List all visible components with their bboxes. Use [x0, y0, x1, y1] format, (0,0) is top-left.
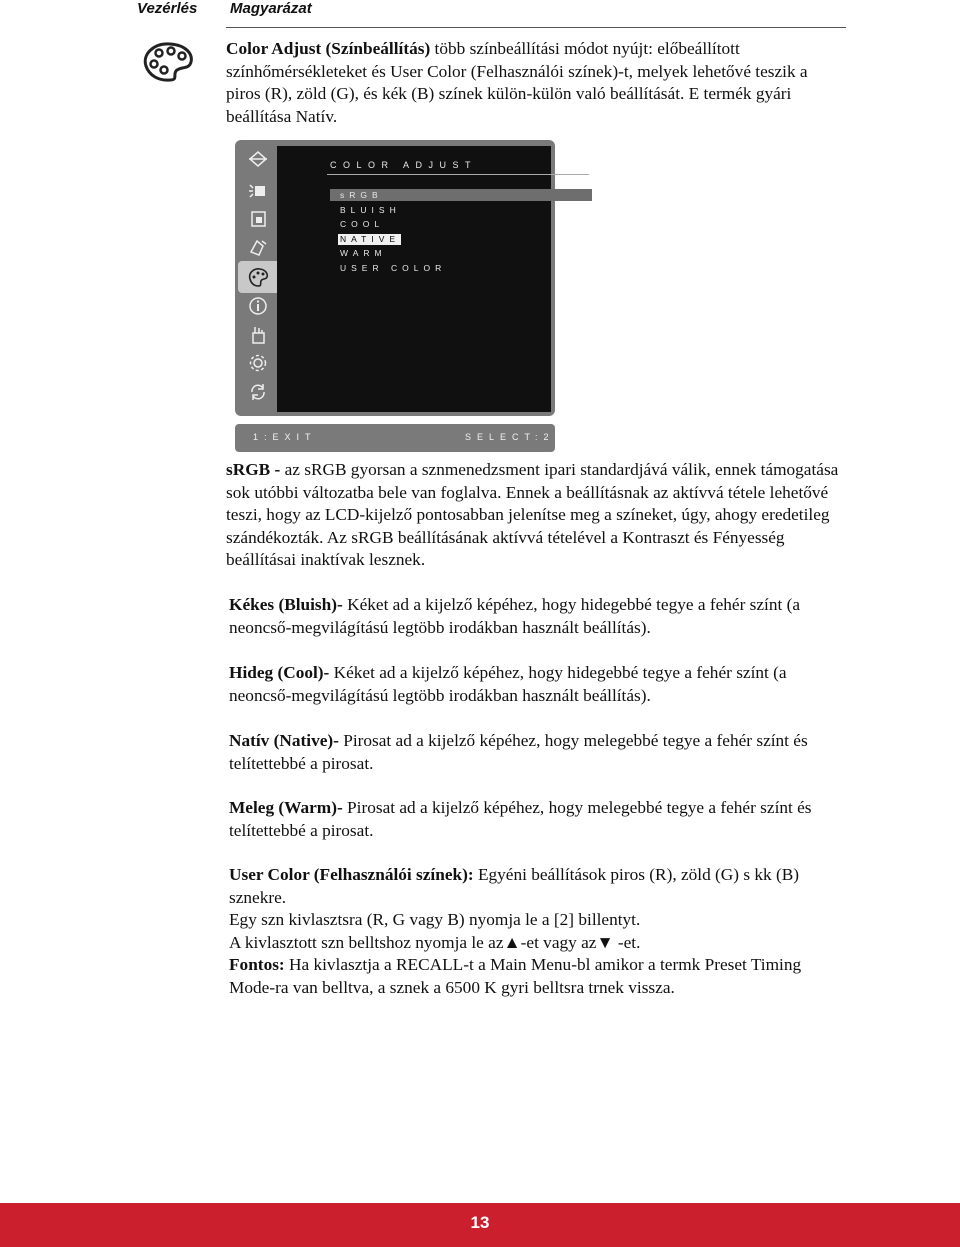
osd-footer-bar [235, 424, 555, 452]
down-arrow-icon: ▼ [596, 932, 614, 952]
osd-title-rule [327, 174, 589, 175]
warm-text: Pirosat ad a kijelző képéhez, hogy melegebbé tegye a fehér színt és telítettebbé a pirosat. [229, 798, 812, 840]
audio-icon [247, 237, 269, 259]
native-paragraph [229, 730, 829, 775]
setup-icon [247, 352, 269, 374]
user-color-line3a: A kivlasztott szn belltshoz nyomja le az [229, 932, 504, 952]
user-color-text: Egyéni beállítások piros (R), zöld (G) s kk (B) sznekre. [229, 865, 800, 907]
osd-screen [277, 146, 551, 412]
native-term: Natív (Native)- [229, 731, 339, 750]
osd-item-srgb[interactable]: sRGB [340, 190, 383, 200]
input-icon [247, 148, 269, 170]
up-arrow-icon: ▲ [503, 932, 521, 952]
important-label: Fontos: [229, 955, 285, 974]
native-text: Pirosat ad a kijelző képéhez, hogy melegebbé tegye a fehér színt és telítettebbé a pirosat. [229, 731, 808, 773]
user-color-line3b: -et vagy az [520, 932, 597, 952]
header-controls: Vezérlés [137, 0, 198, 17]
bluish-text: Kéket ad a kijelző képéhez, hogy hidegebbé tegye a fehér színt (a neoncső-megvilágítású legtöbb irodákban használt beállítás). [229, 595, 801, 637]
osd-item-bluish[interactable]: BLUISH [340, 205, 401, 215]
cool-paragraph [229, 662, 849, 707]
cool-term: Hideg (Cool)- [229, 663, 330, 682]
color-icon [247, 266, 269, 288]
osd-item-native[interactable]: NATIVE [340, 234, 401, 244]
page-footer [0, 1203, 960, 1247]
brightness-icon [247, 180, 269, 202]
srgb-paragraph [226, 459, 846, 572]
osd-menu [235, 140, 555, 416]
user-color-term: User Color (Felhasználói színek): [229, 865, 474, 884]
cool-text: Kéket ad a kijelző képéhez, hogy hidegebbé tegye a fehér színt (a neoncső-megvilágítású legtöbb irodákban használt beállítás). [229, 663, 787, 705]
header-divider [226, 27, 846, 28]
user-color-section [229, 864, 849, 999]
info-icon [247, 295, 269, 317]
osd-item-cool[interactable]: COOL [340, 219, 385, 229]
page-number: 13 [470, 1213, 490, 1232]
important-note [229, 954, 849, 999]
warm-paragraph [229, 797, 829, 842]
osd-item-warm[interactable]: WARM [340, 248, 387, 258]
osd-title: COLOR ADJUST [330, 160, 478, 170]
user-color-paragraph [229, 864, 849, 909]
bluish-paragraph [229, 594, 849, 639]
user-color-line3c: -et. [613, 932, 641, 952]
osd-select-label[interactable]: SELECT:2 [465, 432, 555, 442]
srgb-text: az sRGB gyorsan a sznmenedzsment ipari standardjává válik, ennek támogatása sok utóbbi változatba bele van foglalva. Ennek a beállításnak az aktívvá tétele lehetővé teszi, hogy az LCD-kijelző pontosabban jelenítse meg a színeket, úgy, ahogy eredetileg szándékozták. Az sRGB beállításának aktívvá tételével a Kontraszt és Fényesség beállításai inaktívak lesznek. [226, 460, 839, 569]
color-palette-icon [140, 40, 194, 82]
osd-item-user-color[interactable]: USER COLOR [340, 263, 447, 273]
srgb-term: sRGB - [226, 460, 281, 479]
recall-icon [247, 381, 269, 403]
warm-term: Meleg (Warm)- [229, 798, 343, 817]
intro-paragraph [226, 38, 826, 128]
header-explanation: Magyarázat [230, 0, 312, 17]
osd-exit-label[interactable]: 1:EXIT [253, 432, 317, 442]
user-color-line2: Egy szn kivlasztsra (R, G vagy B) nyomja le a [2] billentyt. [229, 910, 641, 929]
user-color-line3 [229, 932, 849, 955]
bluish-term: Kékes (Bluish)- [229, 595, 343, 614]
manual-icon [247, 324, 269, 346]
scale-icon [247, 208, 269, 230]
intro-title: Color Adjust (Színbeállítás) [226, 39, 431, 58]
intro-text: több színbeállítási módot nyújt: előbeállított színhőmérsékleteket és User Color (Felhasználói színek)-t, melyek lehetővé teszik a piros (R), zöld (G), és kék (B) színek külön-külön való beállítását. E termék gyári beállítása Natív. [226, 39, 808, 126]
important-text: Ha kivlasztja a RECALL-t a Main Menu-bl amikor a termk Preset Timing Mode-ra van belltva, a sznek a 6500 K gyri belltsra trnek vissza. [229, 955, 802, 997]
